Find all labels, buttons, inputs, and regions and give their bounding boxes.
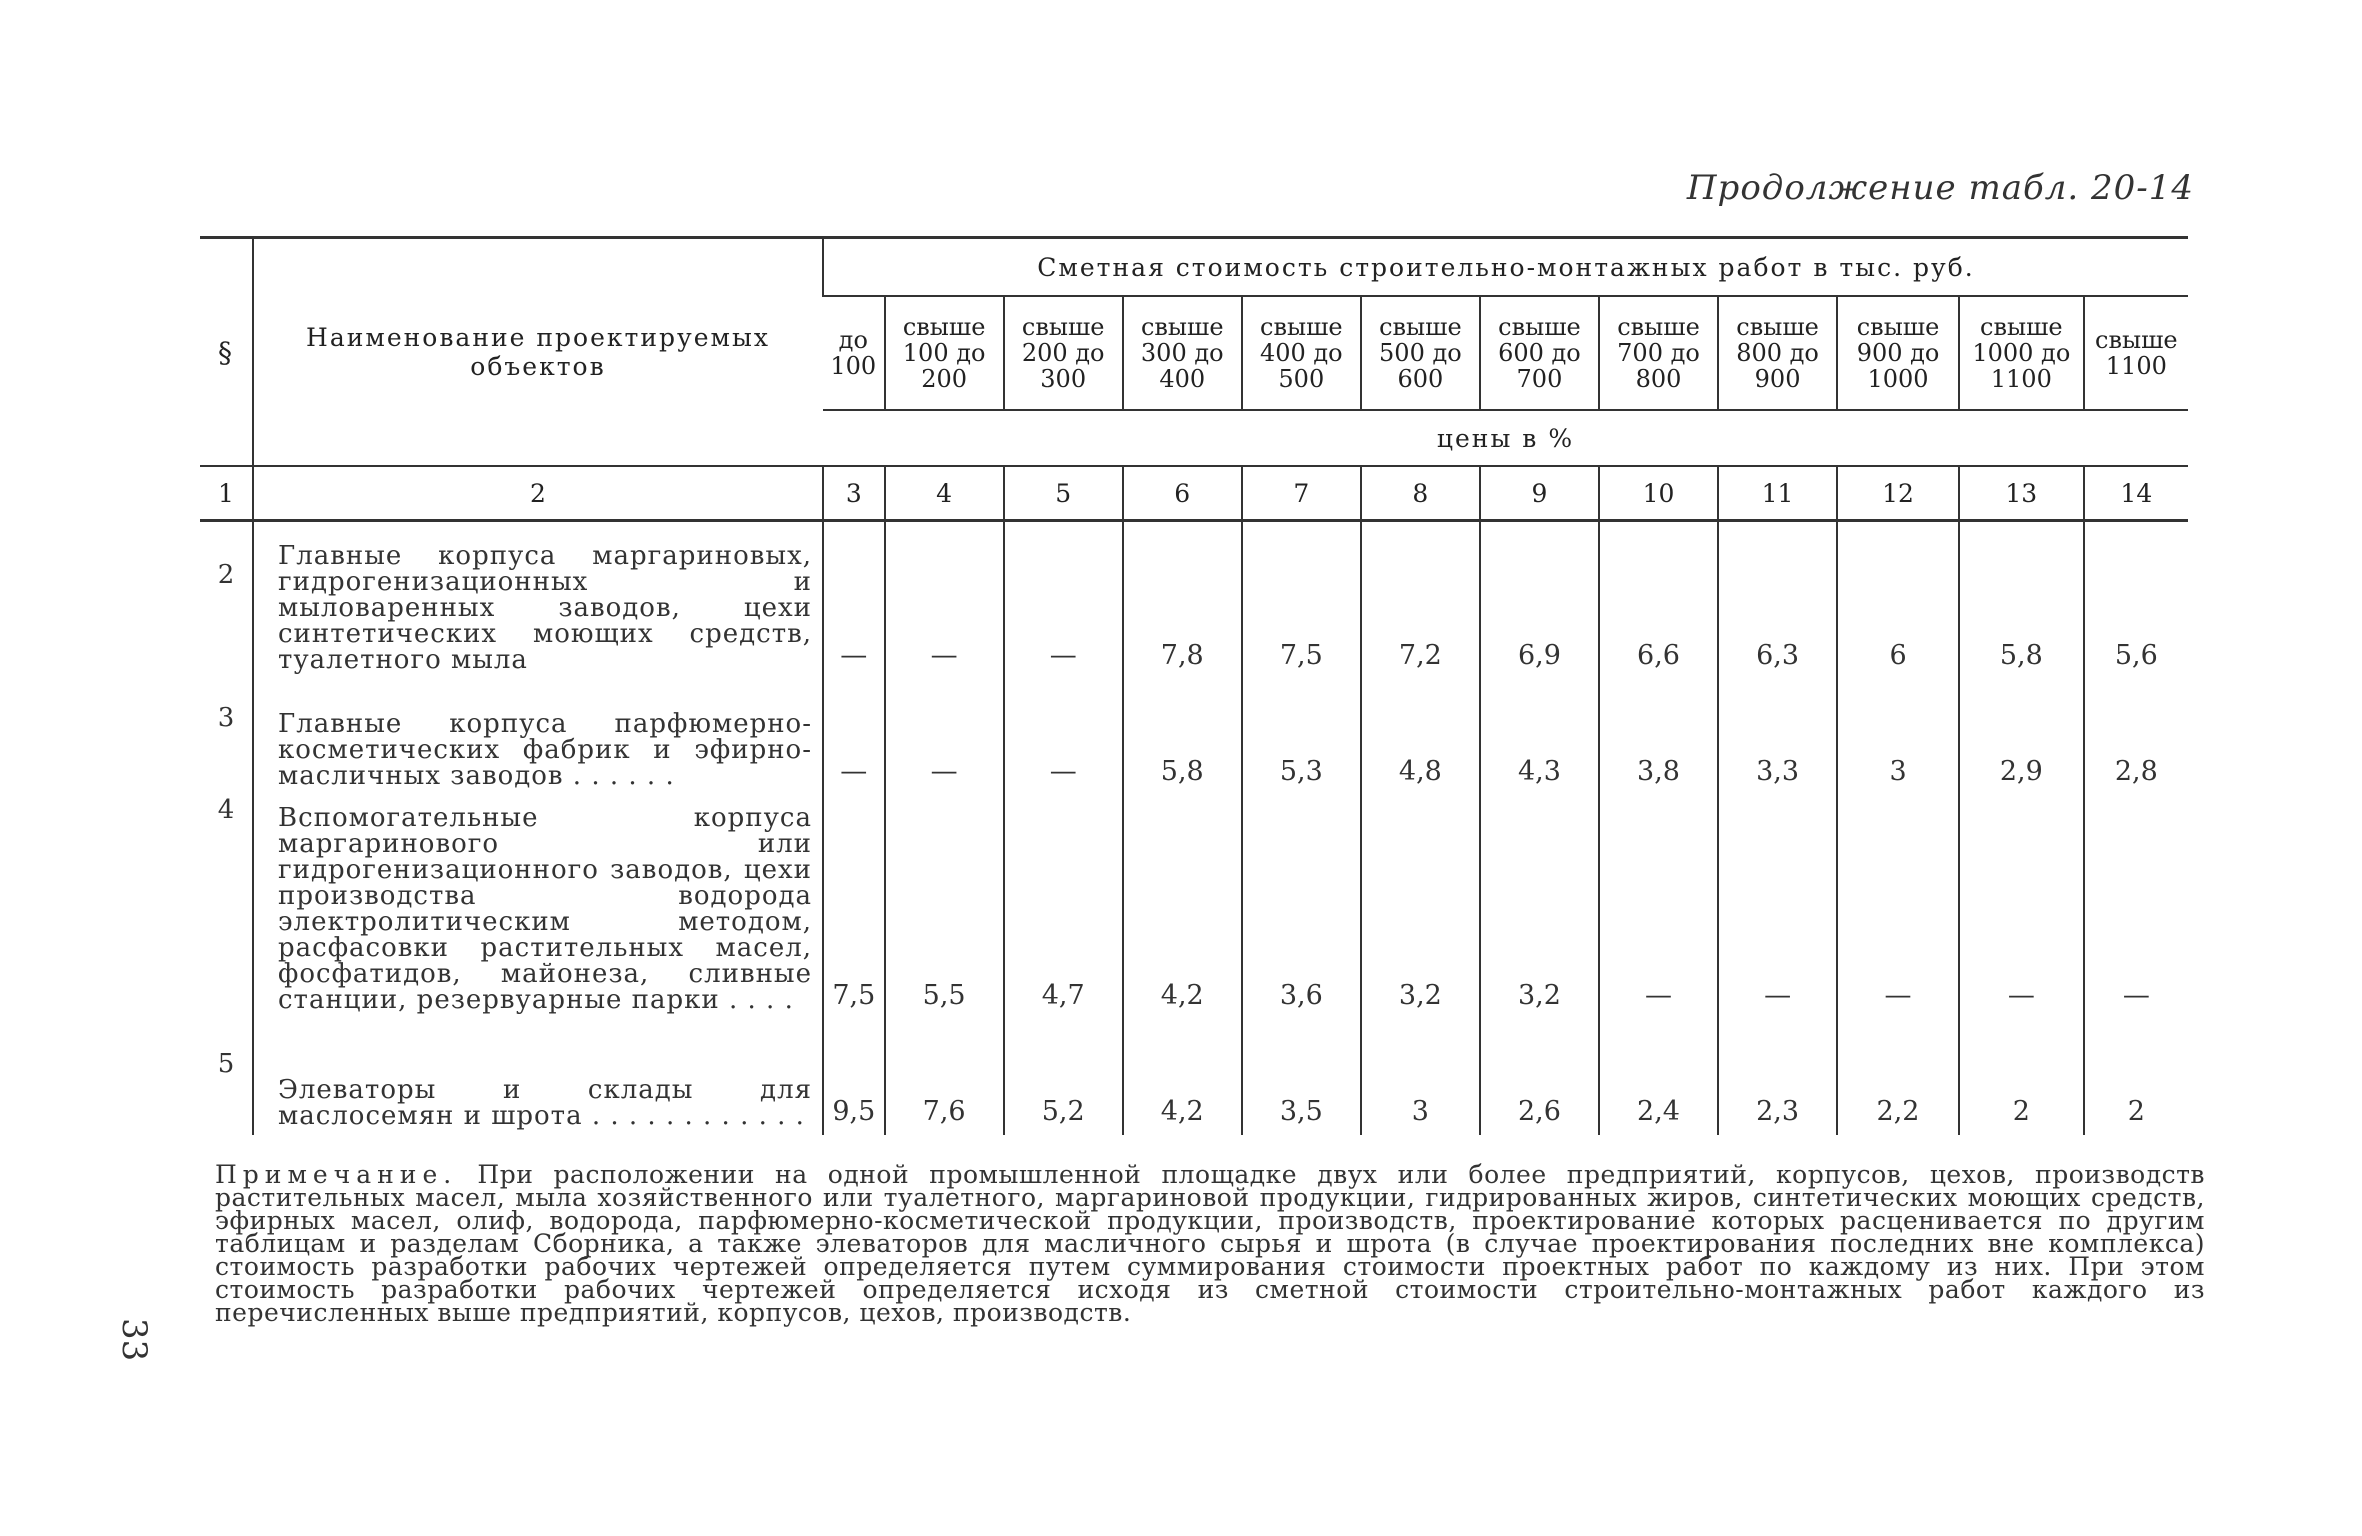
column-number: 2 [253, 466, 823, 521]
row-section-number: 5 [217, 1048, 235, 1079]
row-value: 7,2 [1361, 521, 1480, 679]
page-number: 33 [114, 1318, 154, 1362]
column-number: 12 [1837, 466, 1959, 521]
column-number: 11 [1718, 466, 1837, 521]
table-row [200, 1019, 2188, 1135]
row-value: — [2084, 795, 2188, 1019]
name-header: Наименование проектируемых объектов [253, 238, 823, 467]
row-section-number: 3 [217, 702, 235, 733]
row-value: 5,2 [1004, 1019, 1123, 1135]
row-value: — [1004, 679, 1123, 795]
row-name: Главные корпуса парфюмерно-косметических фабрик и эфирно-масличных заводов . . . . . . [253, 679, 823, 795]
column-number: 7 [1242, 466, 1361, 521]
row-value: 6,9 [1480, 521, 1599, 679]
column-number: 1 [200, 466, 253, 521]
table-header [200, 238, 2188, 521]
column-number: 13 [1959, 466, 2084, 521]
range-header: свыше 200 до 300 [1004, 296, 1123, 410]
range-header: свыше 1100 [2084, 296, 2188, 410]
row-section-number: 4 [217, 794, 235, 825]
note-text: При расположении на одной промышленной площадке двух или более предприятий, корпусов, цехов, производств растительных масел, мыла хозяйственного или туалетного, маргариновой продукции, гидрированных жиров, синтетических моющих средств, эфирных масел, олиф, водорода, парфюмерно-косметической продукции, производств, проектирование которых расценивается по другим таблицам и разделам Сборника, а также элеваторов для масличного сырья и шрота (в случае проектирования последних вне комплекса) стоимость разработки рабочих чертежей определяется путем суммирования стоимости проектных работ по каждому из них. При этом стоимость разработки рабочих чертежей определяется исходя из сметной стоимости строительно-монтажных работ каждого из перечисленных выше предприятий, корпусов, цехов, производств. [215, 1160, 2205, 1327]
row-value: 2 [2084, 1019, 2188, 1135]
row-value: 2,8 [2084, 679, 2188, 795]
row-value: 7,6 [885, 1019, 1004, 1135]
row-value: 3,3 [1718, 679, 1837, 795]
range-header: до 100 [830, 326, 877, 380]
column-number: 3 [823, 466, 885, 521]
cost-header: Сметная стоимость строительно-монтажных работ в тыс. руб. [823, 238, 2188, 297]
table-row [200, 521, 2188, 679]
column-number: 14 [2084, 466, 2188, 521]
row-value: 5,6 [2084, 521, 2188, 679]
row-value: 7,5 [1242, 521, 1361, 679]
row-value: 2,6 [1480, 1019, 1599, 1135]
row-value: 9,5 [823, 1019, 885, 1135]
row-value: — [1837, 795, 1959, 1019]
row-value: — [1959, 795, 2084, 1019]
row-value: 3 [1837, 679, 1959, 795]
row-value: — [1004, 521, 1123, 679]
row-value: — [1718, 795, 1837, 1019]
row-section-number: 2 [217, 560, 235, 590]
column-number-row [200, 466, 2188, 521]
row-value: 6,6 [1599, 521, 1718, 679]
row-value: — [823, 521, 885, 679]
price-table [200, 236, 2188, 1135]
row-name: Элеваторы и склады для маслосемян и шрота . . . . . . . . . . . . [253, 1019, 823, 1135]
row-value: 4,2 [1123, 1019, 1242, 1135]
table-row [200, 795, 2188, 1019]
row-value: — [885, 679, 1004, 795]
row-value: 5,8 [1959, 521, 2084, 679]
column-number: 9 [1480, 466, 1599, 521]
row-name: Вспомогательные корпуса маргаринового или гидрогенизационного заводов, цехи производства водорода электролитическим методом, расфасовки растительных масел, фосфатидов, майонеза, сливные станции, резервуарные парки . . . . [253, 795, 823, 1019]
row-value: 5,5 [885, 795, 1004, 1019]
range-header: свыше 500 до 600 [1361, 296, 1480, 410]
range-header: свыше 300 до 400 [1123, 296, 1242, 410]
row-value: 2 [1959, 1019, 2084, 1135]
row-name: Главные корпуса маргариновых, гидрогенизационных и мыловаренных заводов, цехи синтетических моющих средств, туалетного мыла [253, 521, 823, 679]
table-note [215, 1160, 2205, 1327]
range-header: свыше 900 до 1000 [1837, 296, 1959, 410]
column-number: 4 [885, 466, 1004, 521]
row-value: 3,2 [1480, 795, 1599, 1019]
note-lead: Примечание. [215, 1160, 458, 1189]
row-value: 2,9 [1959, 679, 2084, 795]
row-value: 3,5 [1242, 1019, 1361, 1135]
row-value: 5,3 [1242, 679, 1361, 795]
column-number: 5 [1004, 466, 1123, 521]
row-value: 2,2 [1837, 1019, 1959, 1135]
row-value: 2,4 [1599, 1019, 1718, 1135]
column-number: 8 [1361, 466, 1480, 521]
range-header: свыше 1000 до 1100 [1959, 296, 2084, 410]
column-number: 6 [1123, 466, 1242, 521]
row-value: 4,2 [1123, 795, 1242, 1019]
range-header: свыше 400 до 500 [1242, 296, 1361, 410]
section-symbol-header: § [218, 335, 234, 369]
row-value: — [885, 521, 1004, 679]
row-value: 4,8 [1361, 679, 1480, 795]
column-number: 10 [1599, 466, 1718, 521]
row-value: 6 [1837, 521, 1959, 679]
row-value: 5,8 [1123, 679, 1242, 795]
row-value: 4,7 [1004, 795, 1123, 1019]
row-value: 3 [1361, 1019, 1480, 1135]
table-row [200, 679, 2188, 795]
range-header: свыше 100 до 200 [885, 296, 1004, 410]
range-header: свыше 800 до 900 [1718, 296, 1837, 410]
row-value: — [823, 679, 885, 795]
range-header: свыше 600 до 700 [1480, 296, 1599, 410]
row-value: 2,3 [1718, 1019, 1837, 1135]
row-value: 7,8 [1123, 521, 1242, 679]
row-value: 3,6 [1242, 795, 1361, 1019]
row-value: 6,3 [1718, 521, 1837, 679]
table-body [200, 521, 2188, 1135]
row-value: — [1599, 795, 1718, 1019]
row-value: 3,8 [1599, 679, 1718, 795]
table-continuation-caption: Продолжение табл. 20-14 [1686, 168, 2194, 208]
unit-header: цены в % [823, 410, 2188, 466]
range-header: свыше 700 до 800 [1599, 296, 1718, 410]
row-value: 7,5 [823, 795, 885, 1019]
row-value: 3,2 [1361, 795, 1480, 1019]
row-value: 4,3 [1480, 679, 1599, 795]
